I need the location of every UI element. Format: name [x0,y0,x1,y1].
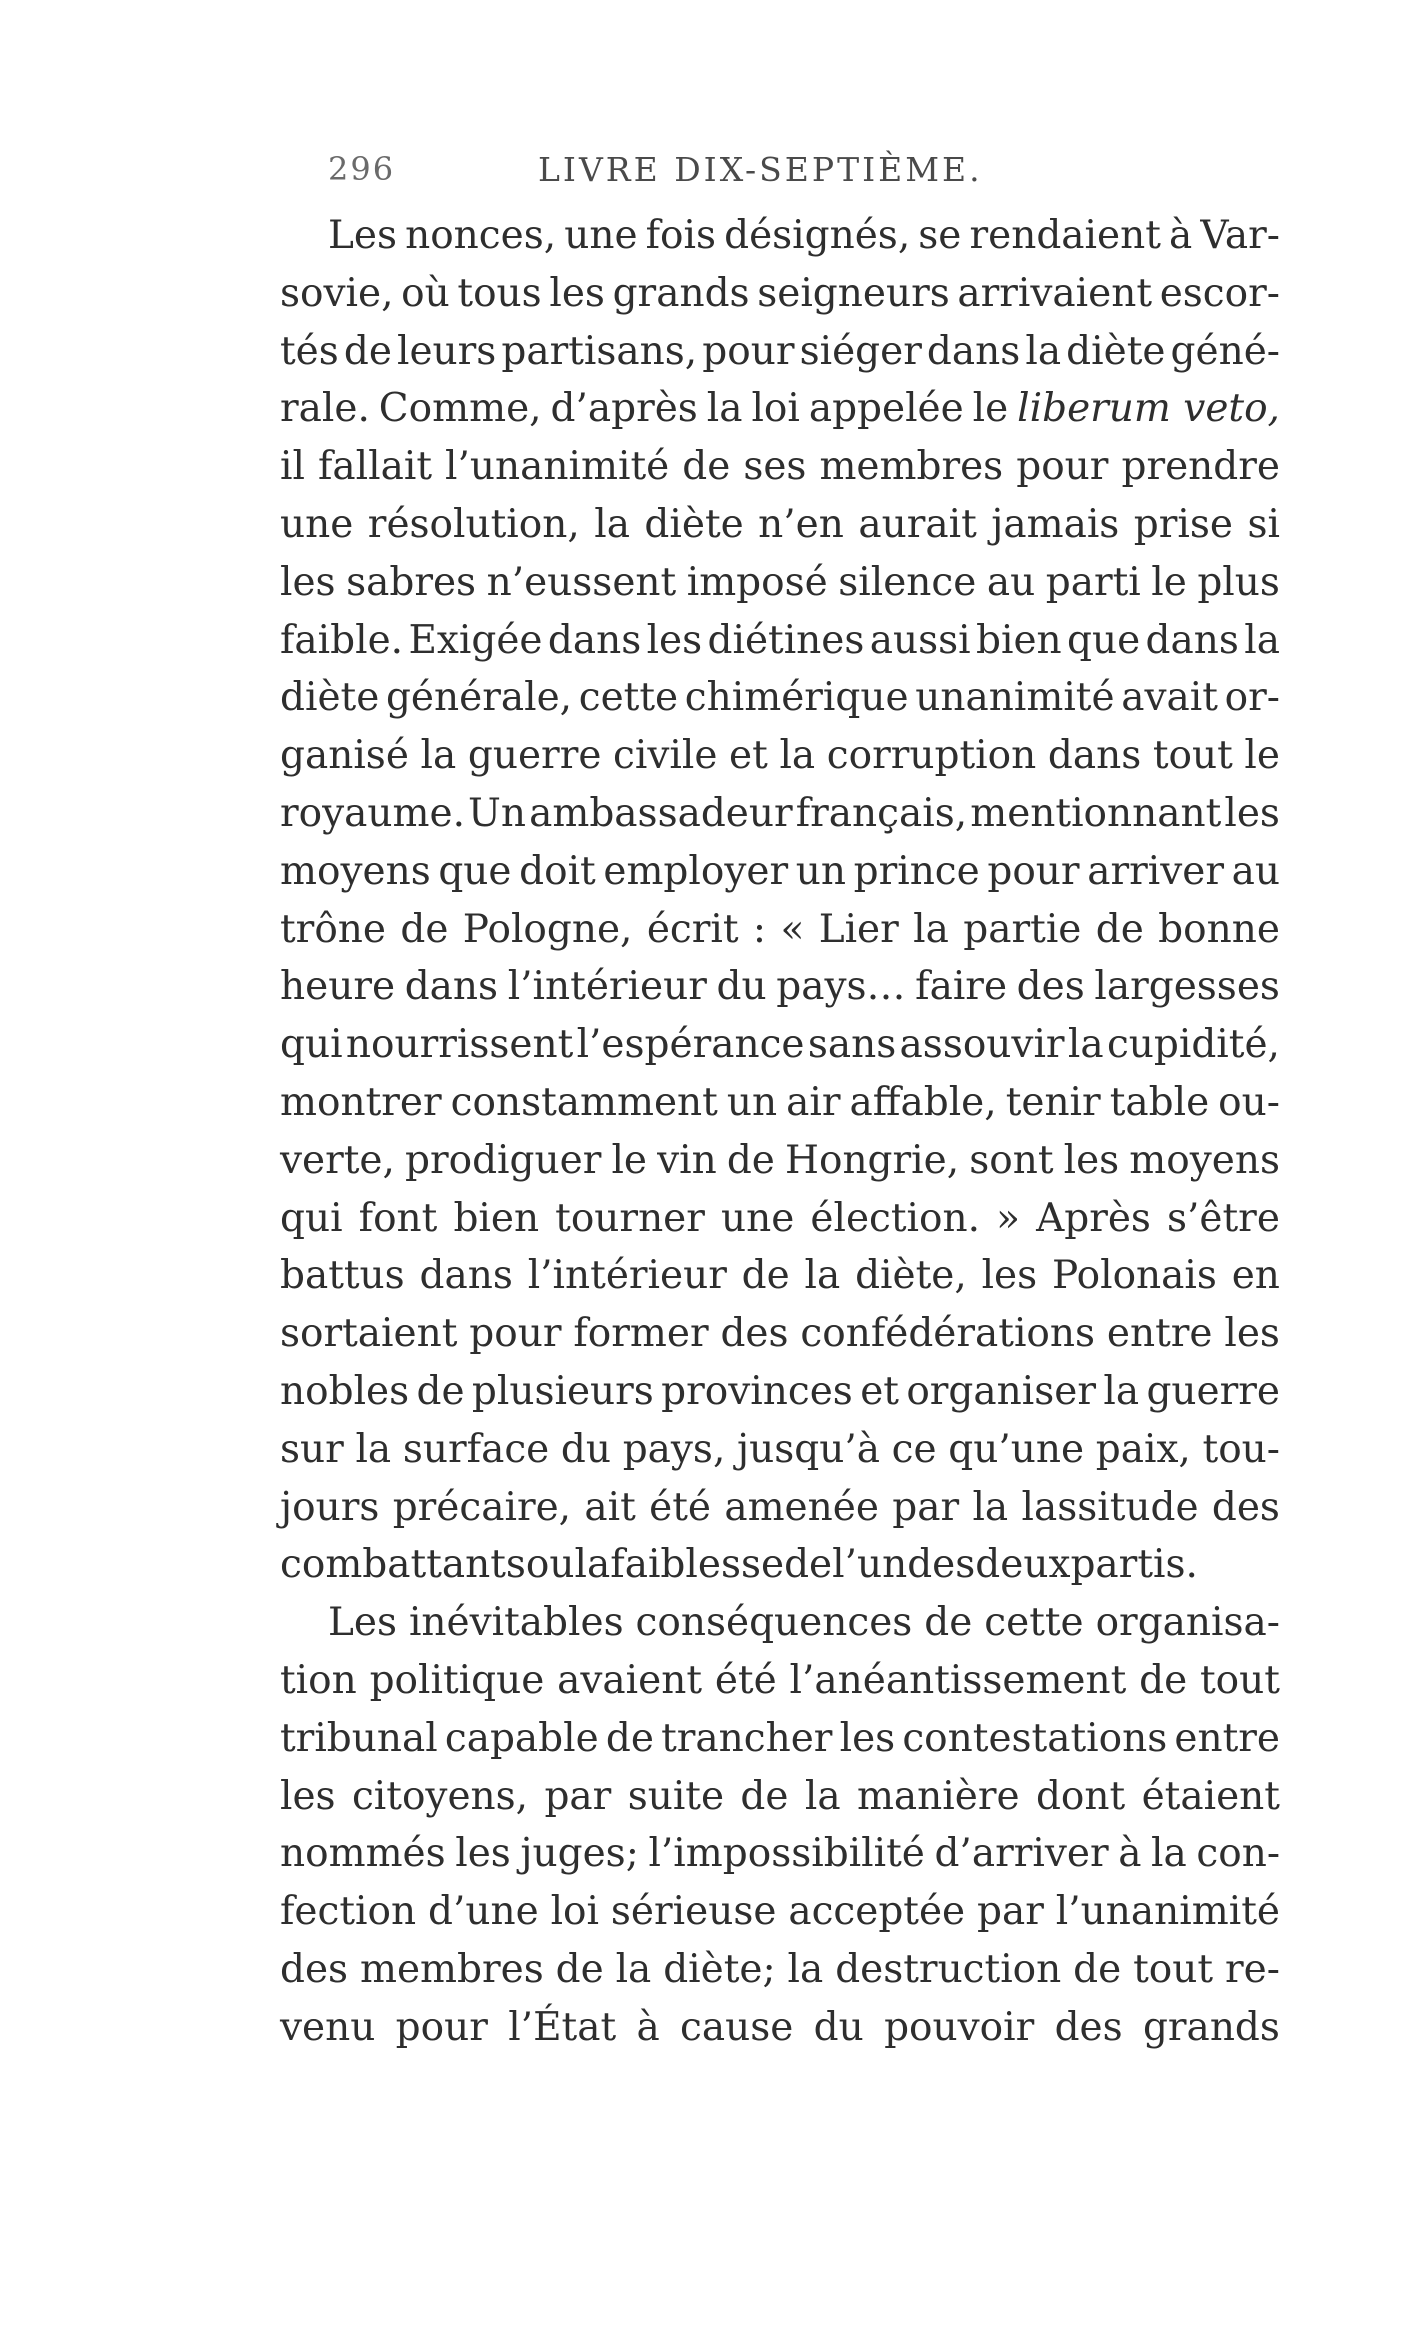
text-line: sovie, où tous les grands seigneurs arrivaient escor- [280,270,1280,316]
text-line: des membres de la diète; la destruction de tout re- [280,1946,1280,1992]
text-line: jours précaire, ait été amenée par la lassitude des [280,1484,1280,1530]
text-line: sur la surface du pays, jusqu’à ce qu’une paix, tou- [280,1426,1280,1472]
text-line: Les inévitables conséquences de cette organisa- [328,1600,1280,1646]
text-line: il fallait l’unanimité de ses membres pour prendre [280,444,1280,490]
text-line: trône de Pologne, écrit : « Lier la partie de bonne [280,906,1280,952]
text-line: combattants ou la faiblesse de l’un des deux partis. [280,1542,1198,1588]
text-line: battus dans l’intérieur de la diète, les Polonais en [280,1253,1280,1299]
text-line: nommés les juges; l’impossibilité d’arriver à la con- [280,1831,1280,1877]
text-line: les sabres n’eussent imposé silence au parti le plus [280,559,1280,605]
text-line: rale. Comme, d’après la loi appelée le liberum veto, [280,380,1280,438]
italic-phrase: liberum veto, [1017,386,1280,432]
text-line: une résolution, la diète n’en aurait jamais prise si [280,501,1280,547]
text-line: diète générale, cette chimérique unanimité avait or- [280,675,1280,721]
text-line: tion politique avaient été l’anéantissement de tout [280,1657,1280,1703]
text-line: nobles de plusieurs provinces et organiser la guerre [280,1368,1280,1414]
text-line: qui font bien tourner une élection. » Après s’être [280,1195,1280,1241]
text-line: moyens que doit employer un prince pour arriver au [280,848,1280,894]
running-head: LIVRE DIX-SEPTIÈME. [538,150,983,189]
text-line: les citoyens, par suite de la manière dont étaient [280,1773,1280,1819]
text-line: ganisé la guerre civile et la corruption dans tout le [280,733,1280,779]
text-line: faible. Exigée dans les diétines aussi bien que dans la [280,617,1280,663]
text-line: venu pour l’État à cause du pouvoir des grands [280,2004,1280,2050]
text-line: fection d’une loi sérieuse acceptée par l’unanimité [280,1889,1280,1935]
page-header [0,150,1413,200]
text-line: heure dans l’intérieur du pays… faire des largesses [280,964,1280,1010]
text-line: tés de leurs partisans, pour siéger dans la diète géné- [280,328,1280,374]
text-line: sortaient pour former des confédérations entre les [280,1311,1280,1357]
text-line: Les nonces, une fois désignés, se rendaient à Var- [328,213,1280,258]
text-line: verte, prodiguer le vin de Hongrie, sont les moyens [280,1137,1280,1183]
text-line: tribunal capable de trancher les contestations entre [280,1715,1280,1761]
text-line: royaume. Un ambassadeur français, mentionnant les [280,790,1280,836]
text-line: montrer constamment un air affable, tenir table ou- [280,1079,1280,1125]
text-line: qui nourrissent l’espérance sans assouvir la cupidité, [280,1022,1280,1068]
body-text [280,207,1280,2057]
page-number: 296 [328,150,396,188]
